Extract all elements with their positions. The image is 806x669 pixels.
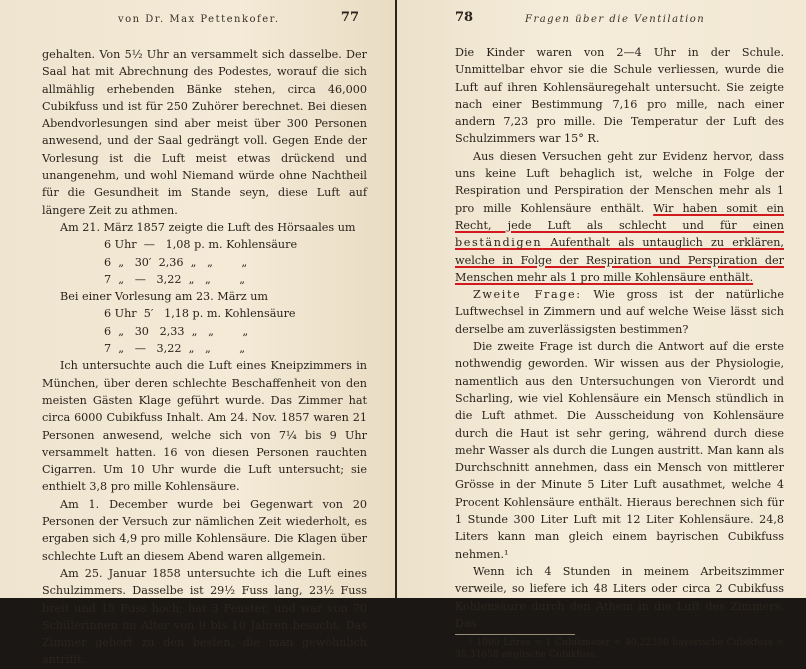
- running-title: von Dr. Max Pettenkofer.: [118, 14, 280, 25]
- paragraph: Wenn ich 4 Stunden in meinem Arbeitszimmer verweile, so liefere ich 48 Liters oder circa 2 Cubikfuss Kohlensäure durch den Athem in die Luft des Zimmers. Das: [455, 564, 784, 630]
- paragraph: [455, 286, 784, 338]
- paragraph: Am 1. December wurde bei Gegenwart von 20 Personen der Versuch zur nämlichen Zeit wiederholt, es ergaben sich 4,9 pro mille Kohlensäure. Die Klagen über schlechte Luft an diesem Abend waren allgemein.: [42, 497, 367, 563]
- left-page: [0, 0, 395, 667]
- paragraph: Die Kinder waren von 2—4 Uhr in der Schule. Unmittelbar ehvor sie die Schule verliessen, wurde die Luft auf ihren Kohlensäuregehalt untersucht. Sie zeigte nach einer Bestimmung 7,16 pro mille, nach einer andern 7,23 pro mille. Die Temperatur der Luft des Schulzimmers war 15° R.: [455, 46, 784, 146]
- underlined-text: Aufenthalt als untauglich zu erklären, welche in Folge der Respiration und Perspiration der Menschen mehr als 1 pro mille Kohlensäure enthält.: [455, 236, 784, 284]
- page-number: 77: [340, 10, 359, 25]
- paragraph: gehalten. Von 5½ Uhr an versammelt sich dasselbe. Der Saal hat mit Abrechnung des Podestes, worauf die sich allmählig erhebenden Bänke stehen, circa 46,000 Cubikfuss und ist für 250 Zuhörer berechnet. Bei diesen Abendvorlesungen sind aber meist über 300 Personen anwesend, und der Saal gedrängt voll. Gegen Ende der Vorlesung ist die Luft meist etwas drückend und unangenehm, und wohl Niemand würde ohne Nachtheil für die Gesundheit im Stande seyn, diese Luft auf längere Zeit zu athmen.: [42, 48, 367, 217]
- left-page-header: [42, 10, 367, 34]
- paragraph: Die zweite Frage ist durch die Antwort auf die erste nothwendig geworden. Wir wissen aus der Physiologie, namentlich aus den Untersuchungen von Vierordt und Scharling, wie viel Kohlensäure ein Mensch stündlich in die Luft athmet. Die Ausscheidung von Kohlensäure durch die Haut ist sehr gering, während durch diese mehr Wasser als durch die Lungen austritt. Man kann als Durchschnitt annehmen, dass ein Mensch von mittlerer Grösse in der Minute 5 Liter Luft ausathmet, welche 4 Procent Kohlensäure enthält. Hieraus berechnen sich für 1 Stunde 300 Liter Luft mit 12 Liter Kohlensäure. 24,8 Liters kann man gleich einem bayrischen Cubikfuss nehmen.¹: [455, 340, 784, 561]
- table-row: 6 „ 30′ 2,36 „ „ „: [104, 255, 248, 269]
- paragraph: Bei einer Vorlesung am 23. März um: [60, 290, 269, 304]
- emphasized-word: beständigen: [455, 236, 543, 250]
- table-row: 7 „ — 3,22 „ „ „: [104, 272, 246, 286]
- table-row: 6 Uhr — 1,08 p. m. Kohlensäure: [104, 238, 298, 252]
- right-page: [397, 0, 806, 661]
- paragraph: Am 21. März 1857 zeigte die Luft des Hörsaales um: [60, 220, 356, 234]
- paragraph-text: Wie gross ist der natürliche Luftwechsel in Zimmern und auf welche Weise lässt sich derselbe am zuverlässigsten bestimmen?: [455, 288, 784, 336]
- paragraph-text: Aus diesen Versuchen geht zur Evidenz hervor, dass uns keine Luft behaglich ist, welche in Folge der Respiration und Perspiration der Menschen mehr als 1 pro mille Kohlensäure enthält.: [455, 149, 784, 215]
- paragraph: Am 25. Januar 1858 untersuchte ich die Luft eines Schulzimmers. Dasselbe ist 29½ Fuss lang, 23½ Fuss breit und 15 Fuss hoch; hat 3 Feuster, und war von 70 Schülerinnen im Alter von 9 bis 10 Jahren besucht. Das Zimmer gehört zu den besten, die man gewöhnlich antrifft.: [42, 566, 367, 667]
- underlined-text: Wir haben somit ein Recht, jede Luft als schlecht und für einen: [455, 201, 784, 232]
- page-number: 78: [455, 10, 474, 25]
- table-row: 6 Uhr 5′ 1,18 p. m. Kohlensäure: [104, 307, 296, 321]
- left-page-body: [42, 46, 367, 669]
- section-heading: Zweite Frage:: [473, 288, 582, 302]
- footnote: ¹ 1000 Litres = 1 Cubikmeter = 40,22350 bayerische Cubikfuss = 35,31658 englische Cubikfuss.: [455, 637, 784, 661]
- table-row: 6 „ 30 2,33 „ „ „: [104, 324, 249, 338]
- running-title: Fragen über die Ventilation: [525, 14, 706, 25]
- paragraph: [455, 148, 784, 286]
- right-page-header: [455, 10, 784, 34]
- right-page-body: [455, 44, 784, 661]
- table-row: 7 „ — 3,22 „ „ „: [104, 342, 246, 356]
- paragraph: Ich untersuchte auch die Luft eines Kneipzimmers in München, über deren schlechte Beschaffenheit von den meisten Gästen Klage geführt wurde. Das Zimmer hat circa 6000 Cubikfuss Inhalt. Am 24. Nov. 1857 waren 21 Personen anwesend, welche sich von 7¼ bis 9 Uhr versammelt hatten. 16 von diesen Personen rauchten Cigarren. Um 10 Uhr wurde die Luft untersucht; sie enthielt 3,8 pro mille Kohlensäure.: [42, 359, 367, 494]
